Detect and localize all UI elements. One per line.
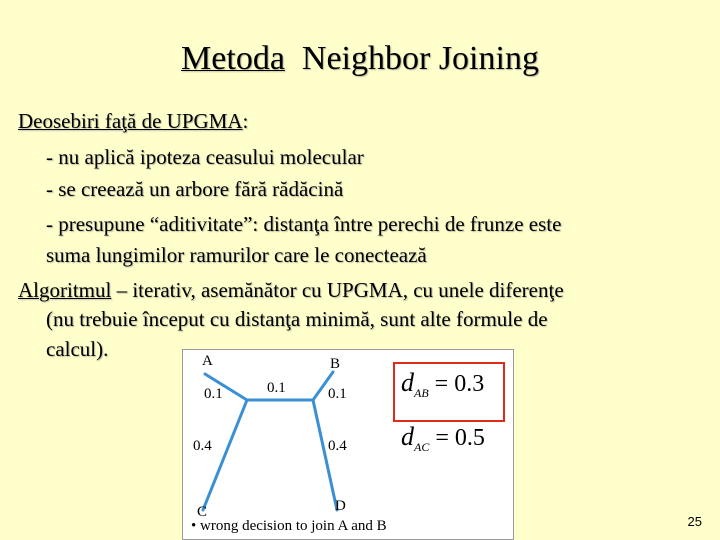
slide-title <box>0 40 720 78</box>
text-line-8: calcul). <box>46 337 109 361</box>
title-first-word: Metoda <box>181 40 285 77</box>
branch-length-b: 0.1 <box>328 386 347 402</box>
text-line-6 <box>18 278 564 303</box>
d-symbol: d <box>401 422 414 451</box>
figure-caption: • wrong decision to join A and B <box>191 518 387 534</box>
text-line-1 <box>18 109 248 134</box>
text-line-7: (nu trebuie început cu distanţa minimă, sunt alte formule de <box>46 307 548 331</box>
branch-d <box>313 400 337 510</box>
branch-length-mid: 0.1 <box>267 380 286 396</box>
tree-figure <box>182 349 514 540</box>
formula-dab <box>401 368 484 401</box>
formula-dac <box>401 422 485 455</box>
subscript-ac: AC <box>414 440 430 454</box>
page-number: 25 <box>687 514 702 529</box>
leaf-label-b: B <box>330 356 341 372</box>
text-line-3: - se creează un arbore fără rădăcină <box>46 177 344 201</box>
heading-differences: Deosebiri faţă de UPGMA <box>18 109 243 133</box>
branch-length-a: 0.1 <box>204 386 223 402</box>
text-line-5: suma lungimilor ramurilor care le conectează <box>46 243 427 267</box>
leaf-label-c: C <box>197 504 208 520</box>
branch-length-d: 0.4 <box>328 438 347 454</box>
leaf-label-a: A <box>202 353 213 369</box>
subscript-ab: AB <box>414 386 429 400</box>
title-rest: Neighbor Joining <box>301 40 539 77</box>
text-line-2: - nu aplică ipoteza ceasului molecular <box>46 145 364 169</box>
algorithm-text: – iterativ, asemănător cu UPGMA, cu unele diferenţe <box>111 278 564 302</box>
value-ac: = 0.5 <box>435 425 485 451</box>
branch-length-c: 0.4 <box>193 438 212 454</box>
leaf-label-d: D <box>335 498 346 514</box>
heading-algorithm: Algoritmul <box>18 278 112 302</box>
value-ab: = 0.3 <box>434 371 485 397</box>
d-symbol: d <box>401 368 414 397</box>
text-line-4: - presupune “aditivitate”: distanţa între perechi de frunze este <box>46 212 562 236</box>
colon: : <box>242 109 249 133</box>
branch-c <box>203 400 247 510</box>
